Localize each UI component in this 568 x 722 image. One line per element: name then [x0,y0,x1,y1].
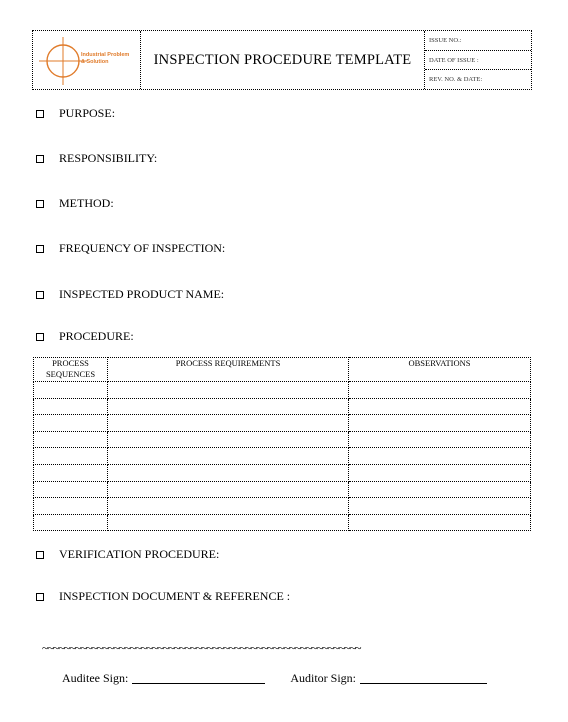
table-cell[interactable] [34,398,108,415]
table-cell[interactable] [349,448,531,465]
section-label: METHOD: [59,196,114,210]
table-row [34,415,531,432]
auditee-sign-label: Auditee Sign: [62,671,129,685]
table-cell[interactable] [108,464,349,481]
date-of-issue-field[interactable]: DATE OF ISSUE : [425,51,531,71]
table-row [34,514,531,531]
section-documents [36,589,290,604]
checkbox-icon[interactable] [36,110,44,118]
table-cell[interactable] [34,431,108,448]
table-cell[interactable] [34,464,108,481]
section-label: VERIFICATION PROCEDURE: [59,547,220,561]
table-cell[interactable] [108,498,349,515]
section-label: FREQUENCY OF INSPECTION: [59,241,226,255]
section-label: INSPECTION DOCUMENT & REFERENCE : [59,589,291,603]
logo-text [81,52,129,65]
table-cell[interactable] [108,431,349,448]
procedure-table [33,357,531,531]
table-row [34,481,531,498]
title-cell [141,31,425,89]
table-cell[interactable] [34,481,108,498]
table-cell[interactable] [349,481,531,498]
footer-divider: ~~~~~~~~~~~~~~~~~~~~~~~~~~~~~~~~~~~~~~~~~~~~~~~~~~~~~~~~~~ [42,641,361,655]
issue-no-field[interactable]: ISSUE NO.: [425,31,531,51]
table-cell[interactable] [34,498,108,515]
company-logo [33,31,141,89]
table-cell[interactable] [34,415,108,432]
table-cell[interactable] [349,464,531,481]
table-cell[interactable] [34,448,108,465]
document-title: INSPECTION PROCEDURE TEMPLATE [153,51,412,68]
table-cell[interactable] [349,382,531,399]
issue-meta [425,31,531,89]
section-method [36,196,114,211]
table-row [34,448,531,465]
header-line: PROCESS [52,358,89,368]
table-cell[interactable] [349,398,531,415]
logo-line-2: & Solution [81,58,109,65]
table-row [34,498,531,515]
checkbox-icon[interactable] [36,200,44,208]
table-cell[interactable] [349,415,531,432]
table-cell[interactable] [108,415,349,432]
header-line: SEQUENCES [45,369,96,379]
table-row [34,398,531,415]
section-verification [36,547,219,562]
table-cell[interactable] [108,481,349,498]
section-procedure [36,329,134,344]
checkbox-icon[interactable] [36,291,44,299]
auditor-sign-label: Auditor Sign: [290,671,356,685]
section-label: PURPOSE: [59,106,116,120]
section-product-name [36,287,224,302]
checkbox-icon[interactable] [36,245,44,253]
section-label: INSPECTED PRODUCT NAME: [59,287,225,301]
table-cell[interactable] [349,514,531,531]
table-cell[interactable] [34,382,108,399]
table-row [34,431,531,448]
checkbox-icon[interactable] [36,551,44,559]
signature-block [62,671,487,686]
table-cell[interactable] [108,398,349,415]
section-purpose [36,106,115,121]
section-responsibility [36,151,157,166]
document-header [32,30,532,90]
table-row [34,382,531,399]
table-cell[interactable] [108,382,349,399]
header-process-requirements: PROCESS REQUIREMENTS [108,358,349,382]
auditor-sign-line[interactable] [360,671,487,684]
auditee-sign-line[interactable] [132,671,265,684]
checkbox-icon[interactable] [36,155,44,163]
checkbox-icon[interactable] [36,593,44,601]
section-frequency [36,241,225,256]
table-cell[interactable] [349,498,531,515]
header-process-sequences [34,358,108,382]
rev-no-date-field[interactable]: REV. NO. & DATE: [429,76,483,84]
section-label: RESPONSIBILITY: [59,151,158,165]
table-cell[interactable] [34,514,108,531]
table-header-row [34,358,531,382]
checkbox-icon[interactable] [36,333,44,341]
logo-line-1: Industrial Problem [81,52,130,58]
header-observations: OBSERVATIONS [349,358,531,382]
table-cell[interactable] [108,448,349,465]
table-cell[interactable] [349,431,531,448]
table-row [34,464,531,481]
section-label: PROCEDURE: [59,329,134,343]
table-cell[interactable] [108,514,349,531]
